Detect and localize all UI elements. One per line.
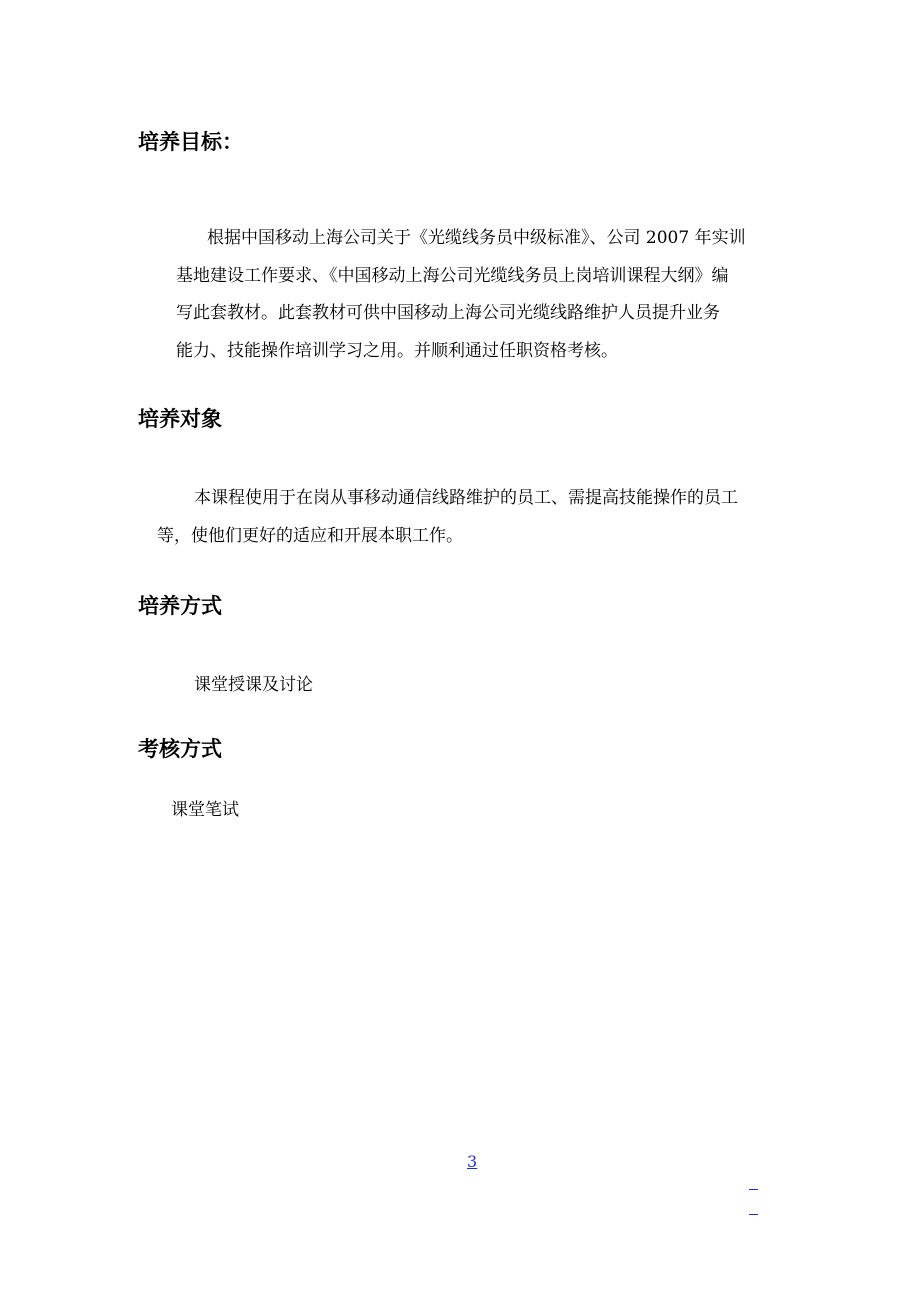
goal-line-3: 写此套教材。此套教材可供中国移动上海公司光缆线路维护人员提升业务 xyxy=(176,303,720,323)
target-paragraph xyxy=(157,480,738,555)
target-line-2: 等，使他们更好的适应和开展本职工作。 xyxy=(157,525,463,546)
goal-line-4: 能力、技能操作培训学习之用。并顺利通过任职资格考核。 xyxy=(176,340,618,361)
section-heading-assessment: 考核方式 xyxy=(138,737,222,761)
method-text: 课堂授课及讨论 xyxy=(194,675,313,695)
section-heading-method: 培养方式 xyxy=(138,594,222,618)
goal-line-1: 根据中国移动上海公司关于《光缆线务员中级标准》、公司 2007 年实训 xyxy=(207,228,746,248)
assessment-text: 课堂笔试 xyxy=(171,800,239,820)
corner-mark-bottom xyxy=(749,1214,758,1215)
section-heading-target: 培养对象 xyxy=(138,407,222,431)
corner-mark-top xyxy=(749,1189,758,1190)
target-line-1: 本课程使用于在岗从事移动通信线路维护的员工、需提高技能操作的员工 xyxy=(194,488,738,508)
page-number-link[interactable]: 3 xyxy=(467,1152,478,1171)
goal-line-2: 基地建设工作要求、《中国移动上海公司光缆线务员上岗培训课程大纲》编 xyxy=(176,265,729,286)
section-heading-goal: 培养目标： xyxy=(138,130,243,154)
goal-paragraph xyxy=(176,220,746,370)
